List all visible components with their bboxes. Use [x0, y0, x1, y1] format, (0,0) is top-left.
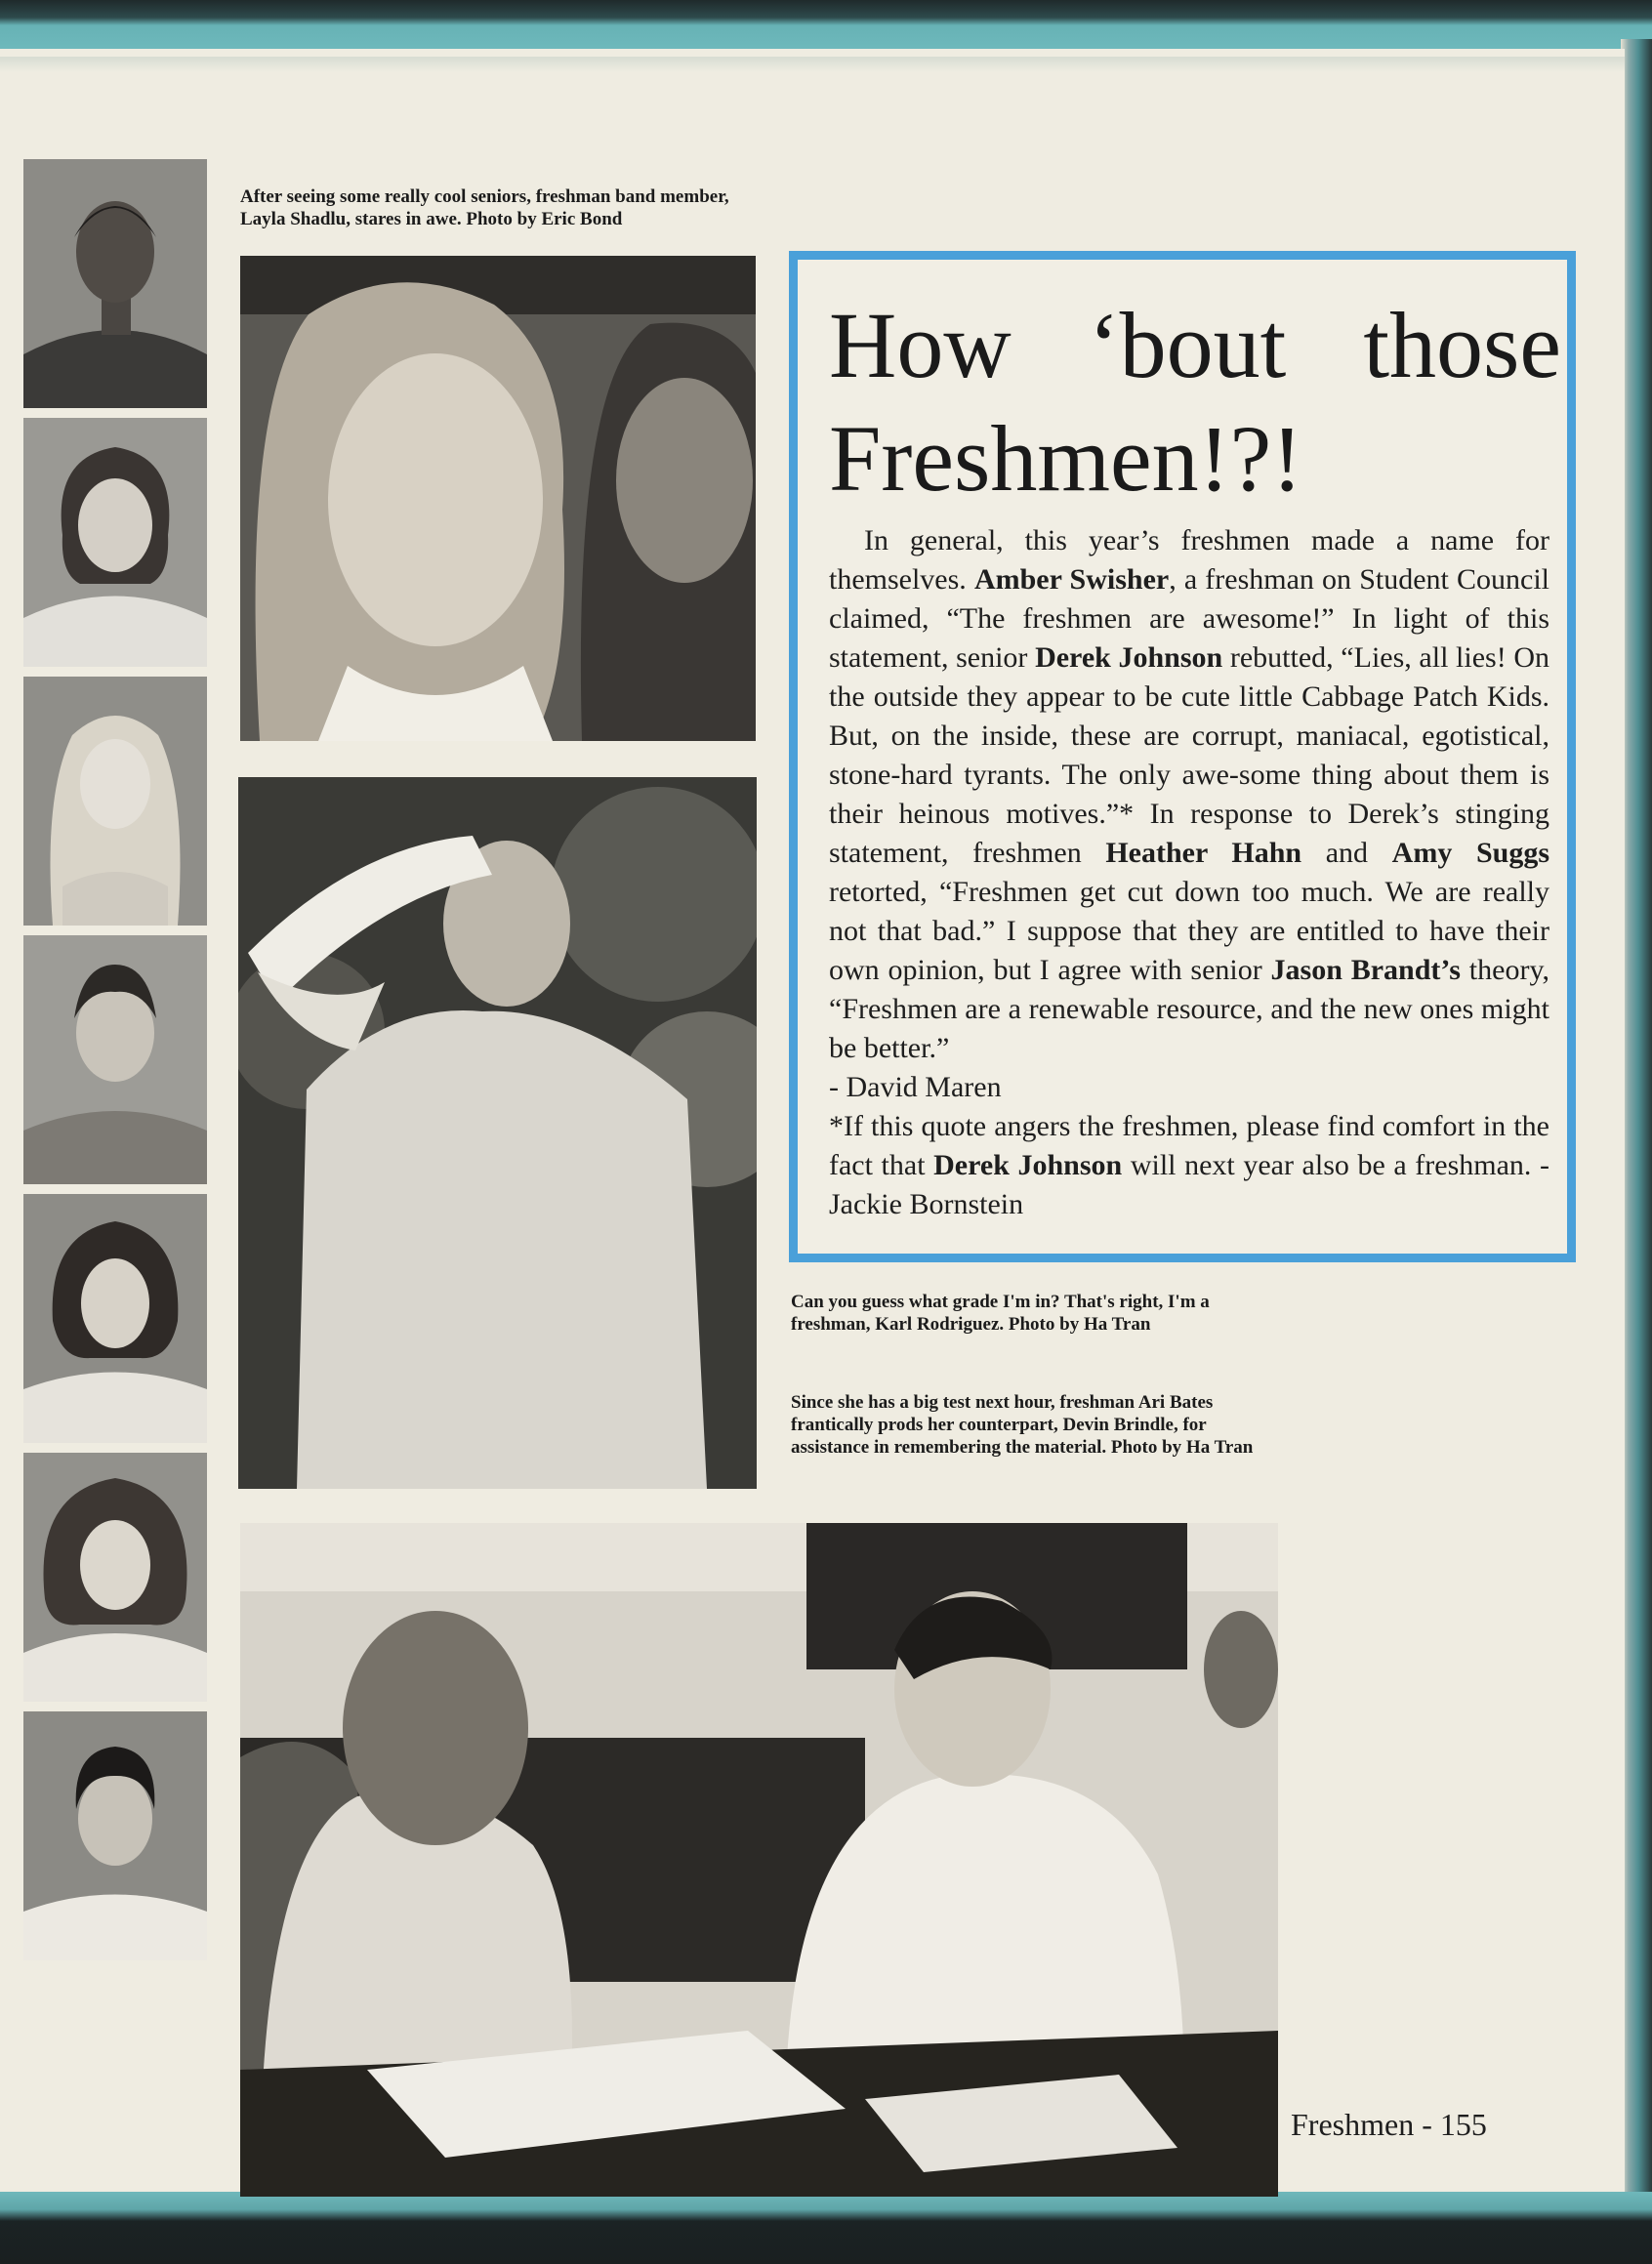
story-text: theory, “Freshmen are a renewable resource, and the new ones might be better.”: [829, 954, 1550, 1064]
student-name: Amber Swisher: [973, 563, 1170, 596]
student-name: Derek Johnson: [1035, 641, 1223, 674]
student-name: Amy Suggs: [1391, 837, 1549, 869]
story-body: [829, 521, 1549, 1224]
portrait-photo-4: [23, 935, 207, 1184]
student-name: Heather Hahn: [1105, 837, 1302, 869]
top-photo-layla: [240, 256, 756, 741]
story-text: and: [1301, 837, 1392, 869]
portrait-photo-6: [23, 1453, 207, 1702]
page-folio: Freshmen - 155: [1291, 2107, 1487, 2142]
story-paragraph-2: [829, 1107, 1549, 1224]
caption-karl: Can you guess what grade I'm in? That's right, I'm a freshman, Karl Rodriguez. Photo by Ha Tran: [791, 1292, 1210, 1335]
portrait-photo-1: [23, 159, 207, 408]
story-text: *If this quote angers the freshmen, please find comfort in the fact that: [829, 1110, 1549, 1181]
caption-top-photo: After seeing some really cool seniors, freshman band member, Layla Shadlu, stares in awe. Photo by Eric Bond: [240, 186, 729, 229]
portrait-photo-2: [23, 418, 207, 667]
portrait-photo-7: [23, 1711, 207, 1960]
story-text: will next year also be a freshman. - Jackie Bornstein: [829, 1149, 1549, 1220]
page-edge-right: [1621, 39, 1652, 2206]
bottom-photo-ari-devin: [240, 1523, 1278, 2197]
story-text: rebutted, “Lies, all lies! On the outside they appear to be cute little Cabbage Patch Kids. But, on the inside, these are corrupt, maniacal, egotistical, stone-hard tyrants. The only awe-some thing about them is their heinous motives.”* In response to Derek’s stinging statement, freshmen: [829, 641, 1550, 869]
student-name: Jason Brandt’s: [1270, 954, 1461, 986]
caption-ari: Since she has a big test next hour, freshman Ari Bates frantically prods her counterpart, Devin Brindle, for assistance in remembering the material. Photo by Ha Tran: [791, 1392, 1254, 1458]
portrait-photo-5: [23, 1194, 207, 1443]
story-text: , a freshman on Student Council claimed, “The freshmen are awesome!” In light of this statement, senior: [829, 563, 1549, 674]
middle-photo-karl: [238, 777, 757, 1489]
story-box: [789, 251, 1576, 1262]
byline: - David Maren: [829, 1071, 1002, 1103]
teal-border-bottom: [0, 2192, 1652, 2264]
headline: How ‘bout those Freshmen!?!: [829, 293, 1561, 511]
page-shadow: [0, 57, 1625, 72]
story-text: In general, this year’s freshmen made a name for themselves.: [829, 524, 1549, 596]
story-paragraph-1: [829, 521, 1549, 1068]
story-text: retorted, “Freshmen get cut down too much. We are really not that bad.” I suppose that they are entitled to have their own opinion, but I agree with senior: [829, 876, 1549, 986]
student-name: Derek Johnson: [933, 1149, 1123, 1181]
portrait-photo-3: [23, 677, 207, 926]
